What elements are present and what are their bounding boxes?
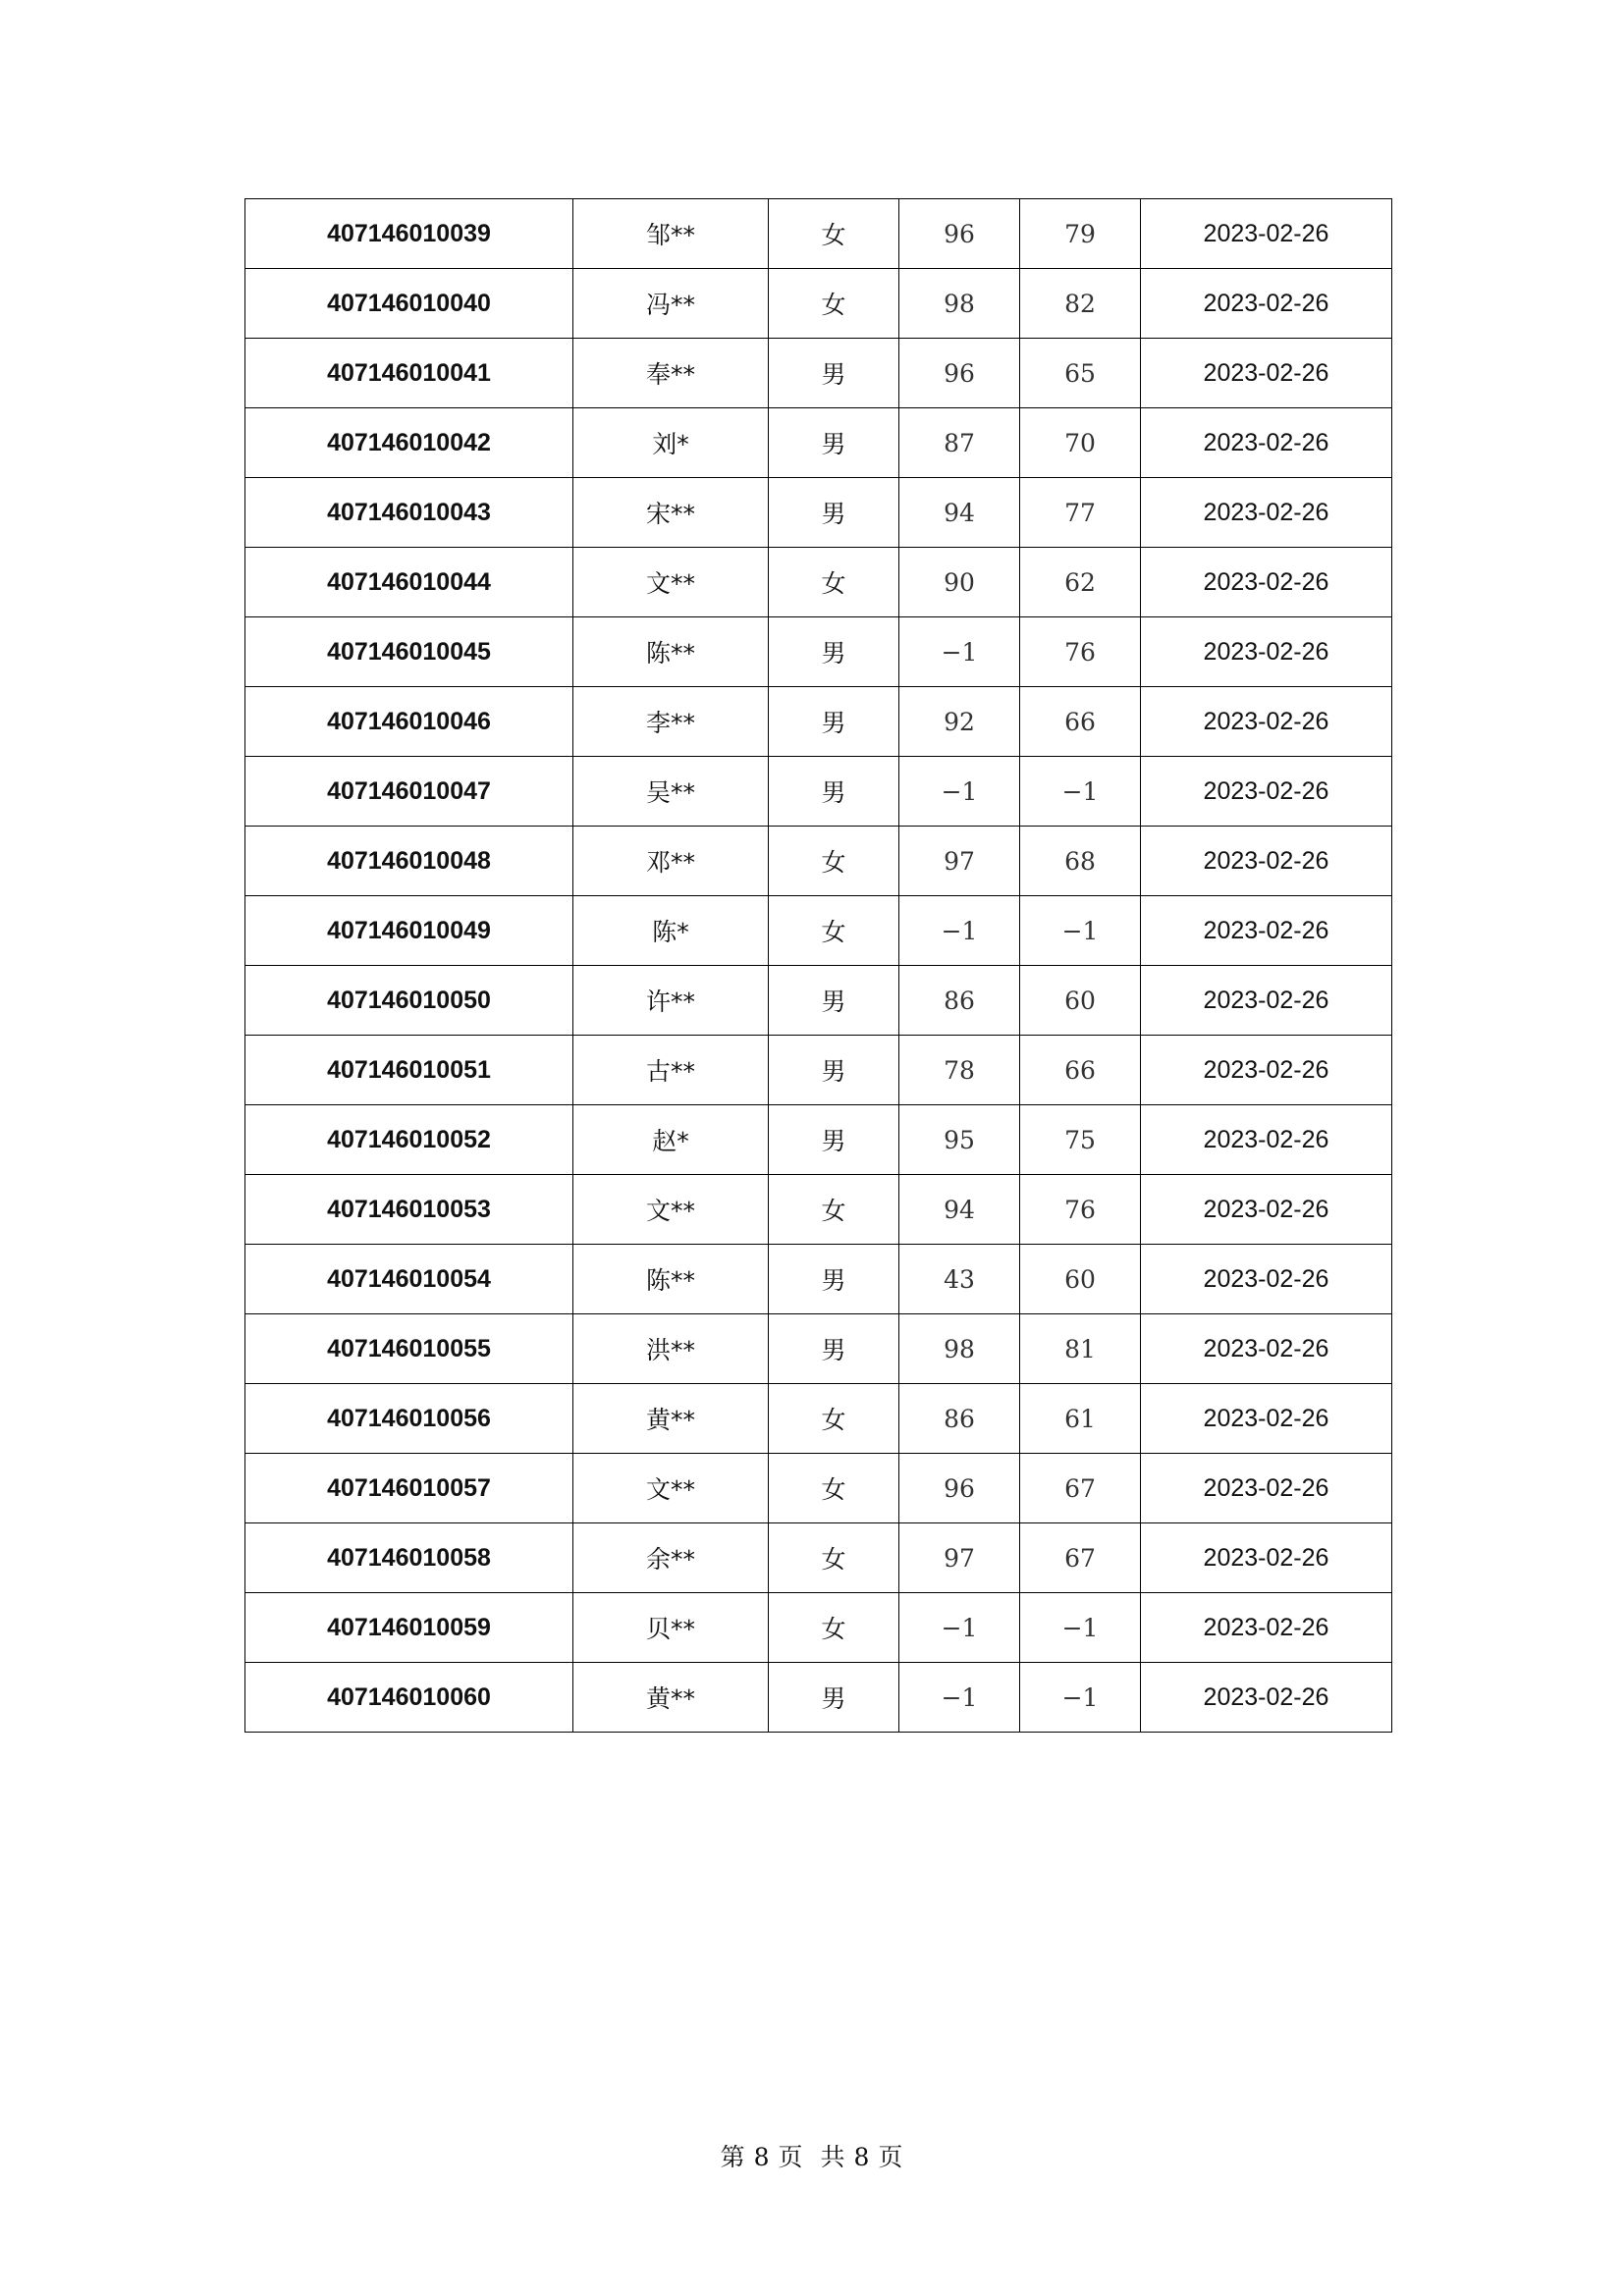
student-id-cell: 407146010041 xyxy=(245,339,573,408)
gender-cell: 男 xyxy=(769,478,899,548)
score-1-cell: −1 xyxy=(899,757,1020,827)
date-cell: 2023-02-26 xyxy=(1141,1314,1392,1384)
date-cell: 2023-02-26 xyxy=(1141,966,1392,1036)
date-cell: 2023-02-26 xyxy=(1141,1036,1392,1105)
score-1-cell: 94 xyxy=(899,1175,1020,1245)
footer-prefix: 第 xyxy=(720,2143,746,2171)
gender-cell: 女 xyxy=(769,1454,899,1523)
table-row xyxy=(245,1245,1392,1314)
score-2-cell: 79 xyxy=(1020,199,1141,269)
footer-suffix: 页 xyxy=(878,2143,904,2171)
student-id-cell: 407146010047 xyxy=(245,757,573,827)
table-row xyxy=(245,896,1392,966)
name-cell: 邓** xyxy=(573,827,769,896)
score-1-cell: 78 xyxy=(899,1036,1020,1105)
name-cell: 赵* xyxy=(573,1105,769,1175)
name-cell: 吴** xyxy=(573,757,769,827)
date-cell: 2023-02-26 xyxy=(1141,827,1392,896)
score-2-cell: 68 xyxy=(1020,827,1141,896)
date-cell: 2023-02-26 xyxy=(1141,1663,1392,1733)
student-id-cell: 407146010054 xyxy=(245,1245,573,1314)
table-row xyxy=(245,1105,1392,1175)
gender-cell: 女 xyxy=(769,1523,899,1593)
gender-cell: 女 xyxy=(769,269,899,339)
score-2-cell: 61 xyxy=(1020,1384,1141,1454)
table-row xyxy=(245,339,1392,408)
student-id-cell: 407146010051 xyxy=(245,1036,573,1105)
score-2-cell: 81 xyxy=(1020,1314,1141,1384)
score-1-cell: 96 xyxy=(899,199,1020,269)
footer-page-word: 页 xyxy=(778,2143,804,2171)
name-cell: 余** xyxy=(573,1523,769,1593)
table-row xyxy=(245,1314,1392,1384)
table-row xyxy=(245,1593,1392,1663)
score-1-cell: −1 xyxy=(899,617,1020,687)
gender-cell: 男 xyxy=(769,1663,899,1733)
page-footer xyxy=(0,2138,1624,2173)
score-1-cell: 97 xyxy=(899,827,1020,896)
score-2-cell: 66 xyxy=(1020,687,1141,757)
date-cell: 2023-02-26 xyxy=(1141,478,1392,548)
gender-cell: 女 xyxy=(769,827,899,896)
score-table xyxy=(244,198,1392,1733)
score-1-cell: 90 xyxy=(899,548,1020,617)
gender-cell: 男 xyxy=(769,757,899,827)
table-row xyxy=(245,478,1392,548)
name-cell: 黄** xyxy=(573,1663,769,1733)
date-cell: 2023-02-26 xyxy=(1141,1175,1392,1245)
gender-cell: 男 xyxy=(769,1105,899,1175)
date-cell: 2023-02-26 xyxy=(1141,339,1392,408)
table-row xyxy=(245,1175,1392,1245)
date-cell: 2023-02-26 xyxy=(1141,408,1392,478)
student-id-cell: 407146010058 xyxy=(245,1523,573,1593)
score-1-cell: 94 xyxy=(899,478,1020,548)
student-id-cell: 407146010059 xyxy=(245,1593,573,1663)
student-id-cell: 407146010050 xyxy=(245,966,573,1036)
date-cell: 2023-02-26 xyxy=(1141,269,1392,339)
score-2-cell: 65 xyxy=(1020,339,1141,408)
student-id-cell: 407146010040 xyxy=(245,269,573,339)
score-1-cell: 87 xyxy=(899,408,1020,478)
score-2-cell: 60 xyxy=(1020,966,1141,1036)
student-id-cell: 407146010053 xyxy=(245,1175,573,1245)
name-cell: 陈** xyxy=(573,1245,769,1314)
score-table-body xyxy=(245,199,1392,1733)
student-id-cell: 407146010052 xyxy=(245,1105,573,1175)
score-1-cell: 95 xyxy=(899,1105,1020,1175)
table-row xyxy=(245,1663,1392,1733)
student-id-cell: 407146010044 xyxy=(245,548,573,617)
score-1-cell: 98 xyxy=(899,269,1020,339)
current-page-number: 8 xyxy=(753,2143,771,2171)
score-2-cell: −1 xyxy=(1020,1593,1141,1663)
score-1-cell: 96 xyxy=(899,339,1020,408)
student-id-cell: 407146010055 xyxy=(245,1314,573,1384)
score-1-cell: 86 xyxy=(899,966,1020,1036)
date-cell: 2023-02-26 xyxy=(1141,757,1392,827)
name-cell: 贝** xyxy=(573,1593,769,1663)
name-cell: 古** xyxy=(573,1036,769,1105)
total-page-number: 8 xyxy=(853,2143,871,2171)
name-cell: 许** xyxy=(573,966,769,1036)
table-row xyxy=(245,548,1392,617)
student-id-cell: 407146010048 xyxy=(245,827,573,896)
table-row xyxy=(245,966,1392,1036)
score-2-cell: −1 xyxy=(1020,1663,1141,1733)
name-cell: 陈** xyxy=(573,617,769,687)
date-cell: 2023-02-26 xyxy=(1141,548,1392,617)
gender-cell: 女 xyxy=(769,1175,899,1245)
gender-cell: 女 xyxy=(769,548,899,617)
score-2-cell: 77 xyxy=(1020,478,1141,548)
name-cell: 黄** xyxy=(573,1384,769,1454)
gender-cell: 男 xyxy=(769,687,899,757)
score-2-cell: 75 xyxy=(1020,1105,1141,1175)
score-2-cell: 60 xyxy=(1020,1245,1141,1314)
score-2-cell: −1 xyxy=(1020,757,1141,827)
gender-cell: 男 xyxy=(769,617,899,687)
table-row xyxy=(245,269,1392,339)
score-2-cell: −1 xyxy=(1020,896,1141,966)
student-id-cell: 407146010046 xyxy=(245,687,573,757)
name-cell: 文** xyxy=(573,1454,769,1523)
name-cell: 刘* xyxy=(573,408,769,478)
score-2-cell: 62 xyxy=(1020,548,1141,617)
score-1-cell: −1 xyxy=(899,1663,1020,1733)
student-id-cell: 407146010039 xyxy=(245,199,573,269)
gender-cell: 男 xyxy=(769,1314,899,1384)
date-cell: 2023-02-26 xyxy=(1141,896,1392,966)
score-1-cell: 92 xyxy=(899,687,1020,757)
score-2-cell: 82 xyxy=(1020,269,1141,339)
date-cell: 2023-02-26 xyxy=(1141,617,1392,687)
name-cell: 文** xyxy=(573,1175,769,1245)
score-2-cell: 76 xyxy=(1020,617,1141,687)
name-cell: 奉** xyxy=(573,339,769,408)
gender-cell: 男 xyxy=(769,966,899,1036)
table-row xyxy=(245,687,1392,757)
table-row xyxy=(245,408,1392,478)
student-id-cell: 407146010057 xyxy=(245,1454,573,1523)
name-cell: 冯** xyxy=(573,269,769,339)
gender-cell: 女 xyxy=(769,199,899,269)
table-row xyxy=(245,199,1392,269)
score-2-cell: 76 xyxy=(1020,1175,1141,1245)
score-2-cell: 67 xyxy=(1020,1454,1141,1523)
gender-cell: 女 xyxy=(769,896,899,966)
name-cell: 陈* xyxy=(573,896,769,966)
date-cell: 2023-02-26 xyxy=(1141,687,1392,757)
score-1-cell: −1 xyxy=(899,896,1020,966)
student-id-cell: 407146010056 xyxy=(245,1384,573,1454)
score-1-cell: 96 xyxy=(899,1454,1020,1523)
date-cell: 2023-02-26 xyxy=(1141,1523,1392,1593)
gender-cell: 女 xyxy=(769,1384,899,1454)
date-cell: 2023-02-26 xyxy=(1141,199,1392,269)
gender-cell: 男 xyxy=(769,339,899,408)
table-row xyxy=(245,1523,1392,1593)
student-id-cell: 407146010045 xyxy=(245,617,573,687)
name-cell: 李** xyxy=(573,687,769,757)
score-1-cell: 97 xyxy=(899,1523,1020,1593)
score-1-cell: −1 xyxy=(899,1593,1020,1663)
score-1-cell: 86 xyxy=(899,1384,1020,1454)
table-row xyxy=(245,757,1392,827)
name-cell: 邹** xyxy=(573,199,769,269)
table-row xyxy=(245,827,1392,896)
table-row xyxy=(245,617,1392,687)
score-2-cell: 67 xyxy=(1020,1523,1141,1593)
score-1-cell: 98 xyxy=(899,1314,1020,1384)
gender-cell: 女 xyxy=(769,1593,899,1663)
student-id-cell: 407146010060 xyxy=(245,1663,573,1733)
gender-cell: 男 xyxy=(769,1245,899,1314)
date-cell: 2023-02-26 xyxy=(1141,1105,1392,1175)
table-row xyxy=(245,1454,1392,1523)
date-cell: 2023-02-26 xyxy=(1141,1245,1392,1314)
date-cell: 2023-02-26 xyxy=(1141,1593,1392,1663)
name-cell: 宋** xyxy=(573,478,769,548)
score-2-cell: 66 xyxy=(1020,1036,1141,1105)
student-id-cell: 407146010043 xyxy=(245,478,573,548)
name-cell: 文** xyxy=(573,548,769,617)
score-2-cell: 70 xyxy=(1020,408,1141,478)
table-row xyxy=(245,1384,1392,1454)
table-row xyxy=(245,1036,1392,1105)
date-cell: 2023-02-26 xyxy=(1141,1454,1392,1523)
score-1-cell: 43 xyxy=(899,1245,1020,1314)
footer-total-word: 共 xyxy=(820,2143,846,2171)
date-cell: 2023-02-26 xyxy=(1141,1384,1392,1454)
name-cell: 洪** xyxy=(573,1314,769,1384)
student-id-cell: 407146010049 xyxy=(245,896,573,966)
student-id-cell: 407146010042 xyxy=(245,408,573,478)
gender-cell: 男 xyxy=(769,1036,899,1105)
gender-cell: 男 xyxy=(769,408,899,478)
